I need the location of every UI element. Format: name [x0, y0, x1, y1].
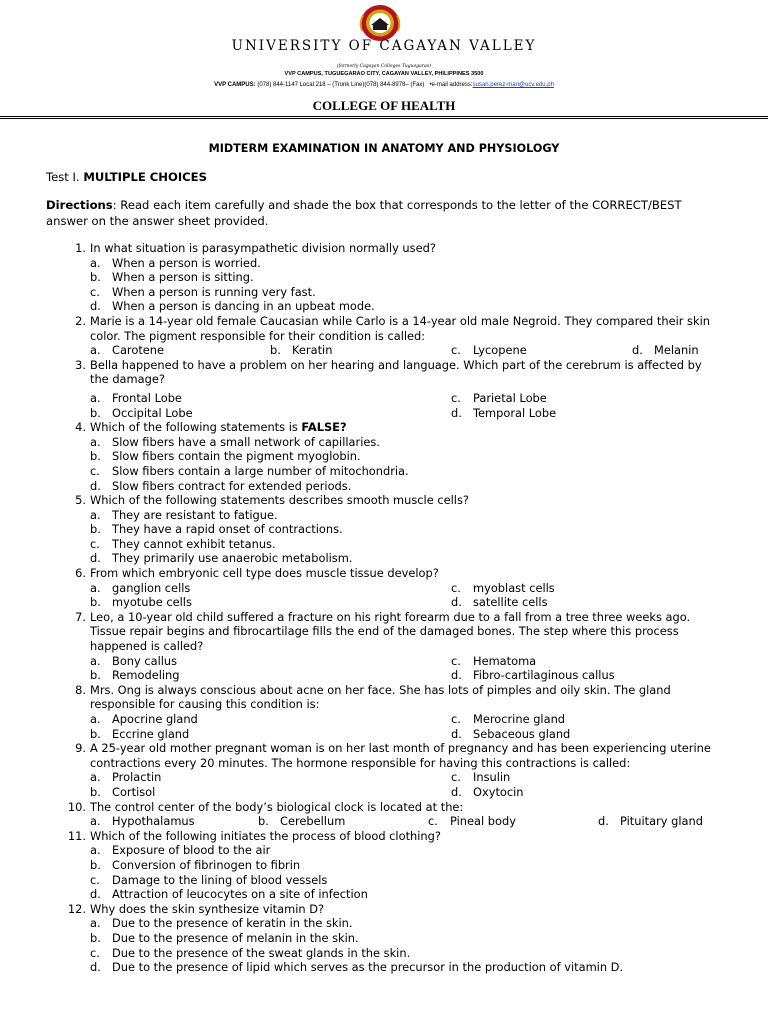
option-d: d. Sebaceous gland: [451, 726, 571, 741]
question-item: [0, 241, 715, 256]
document-header: [0, 0, 768, 122]
header-divider: [0, 116, 768, 119]
option-c: c. Damage to the lining of blood vessels: [90, 872, 328, 887]
question-number: 10.: [67, 799, 86, 814]
option-b: b. Slow fibers contain the pigment myoglobin.: [90, 449, 361, 464]
question-stem: Leo, a 10-year old child suffered a fracture on his right forearm due to a fall from a tree three weeks ago. Tissue repair begins and fibrocartilage fills the end of the damaged bones. The step where this process happened is called?: [90, 609, 691, 654]
option-b: b. Cerebellum: [258, 814, 346, 829]
question-stem: Which of the following initiates the process of blood clothing?: [90, 828, 441, 843]
option-c: c. Hematoma: [451, 653, 537, 668]
option-b: b. Conversion of fibrinogen to fibrin: [90, 857, 301, 872]
option-d: d. Melanin: [632, 343, 699, 358]
option-d: d. satellite cells: [451, 595, 548, 610]
option-a: a. Hypothalamus: [90, 814, 195, 829]
email-label: e-mail address:: [431, 82, 473, 88]
question-item: [0, 741, 715, 770]
option-d: d. Attraction of leucocytes on a site of infection: [90, 887, 368, 902]
question-number: 11.: [67, 828, 86, 843]
option-b: b. They have a rapid onset of contractions.: [90, 522, 343, 537]
question-number: 5.: [75, 493, 86, 508]
exam-title: MIDTERM EXAMINATION IN ANATOMY AND PHYSIOLOGY: [208, 142, 560, 155]
question-stem: From which embryonic cell type does muscle tissue develop?: [90, 566, 439, 581]
option-c: c. Pineal body: [428, 814, 516, 829]
question-stem: Which of the following statements is: [90, 420, 302, 435]
option-c: c. Parietal Lobe: [451, 390, 547, 405]
option-a: a. They are resistant to fatigue.: [90, 507, 278, 522]
question-number: 2.: [75, 313, 86, 328]
question-item: [0, 358, 715, 387]
option-a: a. Carotene: [90, 343, 165, 358]
option-a: a. When a person is worried.: [90, 255, 261, 270]
option-b: b. myotube cells: [90, 595, 192, 610]
option-a: a. Prolactin: [90, 770, 162, 785]
directions-label: Directions: [46, 198, 113, 212]
question-number: 7.: [75, 609, 86, 624]
option-b: b. Due to the presence of melanin in the skin.: [90, 930, 359, 945]
option-c: c. Merocrine gland: [451, 712, 566, 726]
university-name: UNIVERSITY OF CAGAYAN VALLEY: [231, 38, 537, 54]
question-stem: Which of the following statements describes smooth muscle cells?: [90, 493, 469, 508]
question-stem: Marie is a 14-year old female Caucasian while Carlo is a 14-year old male Negroid. They compared their skin color. The pigment responsible for their condition is called:: [90, 313, 710, 343]
contact-label: VVP CAMPUS:: [214, 82, 256, 88]
question-stem: In what situation is parasympathetic division normally used?: [90, 241, 436, 255]
option-b: b. Keratin: [270, 343, 333, 358]
option-c: c. Due to the presence of the sweat glands in the skin.: [90, 945, 411, 960]
question-stem: The control center of the body’s biological clock is located at the:: [90, 799, 464, 814]
option-c: c. They cannot exhibit tetanus.: [90, 536, 276, 551]
contact-line: VVP CAMPUS: (078) 844-1147 Local 218 – (Trunk Line)(078) 844-8978– (Fax) •e-mail address:susan.perez-mari@ucv.edu.ph: [214, 82, 554, 88]
option-b: b. Occipital Lobe: [90, 405, 193, 420]
question-item: [0, 493, 715, 508]
question-item: [0, 566, 715, 581]
question-number: 1.: [75, 241, 86, 255]
question-stem: Mrs. Ong is always conscious about acne on her face. She has lots of pimples and oily skin. The gland responsible for causing this condition is:: [90, 682, 671, 712]
contact-numbers: (078) 844-1147 Local 218 – (Trunk Line)(078) 844-8978– (Fax): [257, 82, 425, 88]
directions-text: : Read each item carefully and shade the box that corresponds to the letter of the CORRECT/BEST answer on the answer sheet provided.: [46, 198, 682, 228]
option-a: a. ganglion cells: [90, 580, 191, 595]
option-d: d. Pituitary gland: [598, 814, 703, 829]
question-number: 9.: [75, 741, 86, 756]
question-number: 4.: [75, 420, 86, 435]
option-d: d. Oxytocin: [451, 784, 524, 799]
option-d: d. Slow fibers contract for extended periods.: [90, 478, 352, 493]
question-item: [0, 420, 715, 435]
option-c: c. Insulin: [451, 770, 511, 785]
question-number: 6.: [75, 566, 86, 581]
email-link[interactable]: susan.perez-mari@ucv.edu.ph: [472, 82, 554, 88]
option-d: d. Temporal Lobe: [451, 405, 557, 420]
university-former-name: (formerly Cagayan Colleges Tuguegarao): [336, 64, 432, 69]
option-a: a. Apocrine gland: [90, 712, 198, 726]
option-d: d. They primarily use anaerobic metabolism.: [90, 551, 353, 566]
option-a: a. Bony callus: [90, 653, 178, 668]
option-b: b. Remodeling: [90, 668, 180, 683]
question-number: 8.: [75, 682, 86, 697]
test-label: Test I.: [46, 170, 80, 184]
option-d: d. When a person is dancing in an upbeat mode.: [90, 299, 375, 314]
option-b: b. Cortisol: [90, 784, 156, 799]
option-c: c. Lycopene: [451, 343, 527, 358]
option-d: d. Fibro-cartilaginous callus: [451, 668, 615, 683]
test-name: MULTIPLE CHOICES: [83, 170, 207, 184]
question-number: 12.: [67, 901, 86, 916]
question-item: [0, 314, 715, 343]
question-item: [0, 683, 715, 712]
university-seal-logo: [356, 3, 404, 43]
question-stem: Bella happened to have a problem on her hearing and language. Which part of the cerebrum is affected by the damage?: [90, 357, 702, 387]
option-c: c. Slow fibers contain a large number of mitochondria.: [90, 463, 409, 478]
question-item: [0, 610, 715, 654]
option-c: c. myoblast cells: [451, 580, 555, 595]
option-a: a. Due to the presence of keratin in the skin.: [90, 916, 353, 931]
question-number: 3.: [75, 357, 86, 372]
directions-paragraph: [46, 197, 726, 229]
college-name: COLLEGE OF HEALTH: [312, 98, 456, 113]
option-d: d. Due to the presence of lipid which serves as the precursor in the production of vitamin D.: [90, 960, 624, 975]
test-heading: [46, 170, 207, 184]
question-item: [0, 800, 715, 815]
question-stem: Why does the skin synthesize vitamin D?: [90, 901, 325, 916]
question-stem: A 25-year old mother pregnant woman is on her last month of pregnancy and has been experiencing uterine contractions every 20 minutes. The hormone responsible for having this contractions is called:: [90, 741, 711, 770]
campus-address: VVP CAMPUS, TUGUEGARAO CITY, CAGAYAN VALLEY, PHILIPPINES 3500: [284, 71, 484, 77]
option-b: b. Eccrine gland: [90, 726, 190, 741]
option-b: b. When a person is sitting.: [90, 270, 254, 285]
question-item: [0, 829, 715, 844]
option-a: a. Slow fibers have a small network of capillaries.: [90, 434, 380, 449]
option-c: c. When a person is running very fast.: [90, 284, 316, 299]
option-a: a. Frontal Lobe: [90, 390, 182, 405]
question-list: [0, 241, 768, 975]
question-stem-emphasis: FALSE?: [301, 420, 347, 435]
question-item: [0, 902, 715, 917]
option-a: a. Exposure of blood to the air: [90, 843, 271, 858]
